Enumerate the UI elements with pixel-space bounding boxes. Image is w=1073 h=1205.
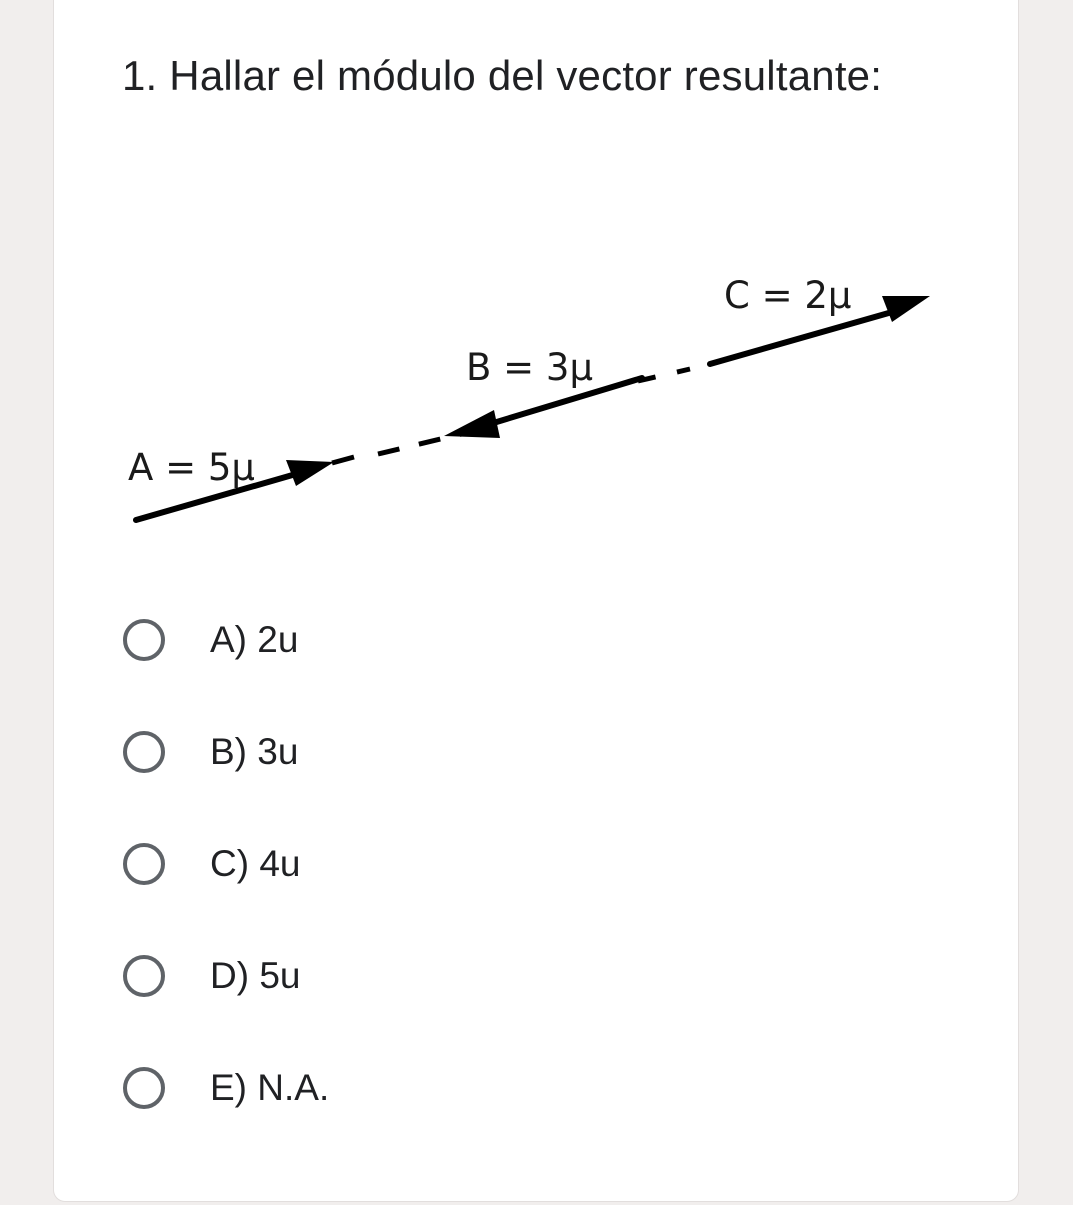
option-e[interactable] <box>120 1058 329 1118</box>
option-a[interactable] <box>120 610 298 670</box>
vector-diagram <box>110 260 950 550</box>
vector-a-tail <box>332 457 354 463</box>
option-label: D) 5u <box>210 955 301 996</box>
vector-a-label: A = 5μ <box>128 446 255 489</box>
radio-circle-icon[interactable] <box>123 619 165 661</box>
vector-a-arrowhead <box>286 460 334 486</box>
question-card <box>53 0 1019 1202</box>
vector-c-line <box>710 312 892 364</box>
question-title: 1. Hallar el módulo del vector resultante: <box>122 52 883 99</box>
vector-c-arrowhead <box>882 296 930 322</box>
radio-circle-icon[interactable] <box>123 1067 165 1109</box>
option-label: B) 3u <box>210 731 299 772</box>
vector-b-label: B = 3μ <box>466 346 593 389</box>
option-label: E) N.A. <box>210 1067 330 1108</box>
radio-circle-icon[interactable] <box>123 955 165 997</box>
option-d[interactable] <box>120 946 300 1006</box>
radio-circle-icon[interactable] <box>123 843 165 885</box>
option-label: C) 4u <box>210 843 301 884</box>
vector-b-arrowhead <box>444 410 500 438</box>
radio-circle-icon[interactable] <box>123 731 165 773</box>
option-label: A) 2u <box>210 619 299 660</box>
vector-c-label: C = 2μ <box>724 274 852 317</box>
dashed-connector-bc <box>638 369 690 381</box>
option-b[interactable] <box>120 722 298 782</box>
option-c[interactable] <box>120 834 300 894</box>
